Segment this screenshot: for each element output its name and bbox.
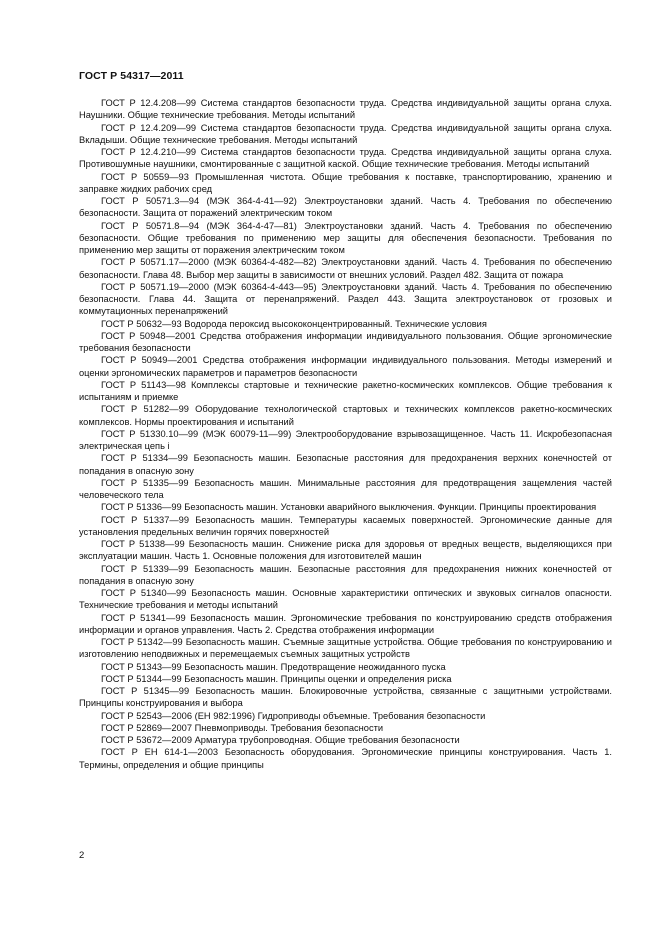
reference-entry: ГОСТ Р 50632—93 Водорода пероксид высококонцентрированный. Технические условия <box>101 318 487 329</box>
reference-entry: ГОСТ Р 51339—99 Безопасность машин. Безопасные расстояния для предохранения нижних конечностей от попадания в опасную зону <box>79 563 612 586</box>
reference-entry: ГОСТ Р 12.4.210—99 Система стандартов безопасности труда. Средства индивидуальной защиты органа слуха. Противошумные наушники, смонтированные с защитной каской. Общие технические требования. Методы испытаний <box>79 147 612 170</box>
reference-entry: ГОСТ Р 51345—99 Безопасность машин. Блокировочные устройства, связанные с защитными устройствами. Принципы конструирования и выбора <box>79 686 612 709</box>
reference-entry: ГОСТ Р 51340—99 Безопасность машин. Основные характеристики оптических и звуковых сигналов опасности. Технические требования и методы испытаний <box>79 588 612 611</box>
reference-entry: ГОСТ Р 50559—93 Промышленная чистота. Общие требования к поставке, транспортированию, хранению и заправке жидких рабочих сред <box>79 171 612 194</box>
reference-entry: ГОСТ Р 50571.8—94 (МЭК 364-4-47—81) Электроустановки зданий. Часть 4. Требования по обеспечению безопасности. Общие требования по применению мер защиты для обеспечения безопасности. Требования по применению мер защиты от поражения электрическим током <box>79 220 612 255</box>
reference-entry: ГОСТ Р 51335—99 Безопасность машин. Минимальные расстояния для предотвращения защемления частей человеческого тела <box>79 477 612 500</box>
reference-entry: ГОСТ Р 51282—99 Оборудование технологической стартовых и технических комплексов ракетно-космических комплексов. Нормы проектирования и испытаний <box>79 404 612 427</box>
reference-entry: ГОСТ Р 51143—98 Комплексы стартовые и технические ракетно-космических комплексов. Общие требования к испытаниям и приемке <box>79 379 612 402</box>
document-id-header: ГОСТ Р 54317—2011 <box>79 70 184 82</box>
reference-entry: ГОСТ Р 50949—2001 Средства отображения информации индивидуального пользования. Методы измерений и оценки эргономических параметров и параметров безопасности <box>79 355 612 378</box>
reference-entry: ГОСТ Р 51344—99 Безопасность машин. Принципы оценки и определения риска <box>101 673 452 684</box>
reference-entry: ГОСТ Р 12.4.208—99 Система стандартов безопасности труда. Средства индивидуальной защиты органа слуха. Наушники. Общие технические требования. Методы испытаний <box>79 98 612 121</box>
reference-entry: ГОСТ Р 51330.10—99 (МЭК 60079-11—99) Электрооборудование взрывозащищенное. Часть 11. Искробезопасная электрическая цепь i <box>79 428 612 451</box>
reference-entry: ГОСТ Р 51341—99 Безопасность машин. Эргономические требования по конструированию средств отображения информации и органов управления. Часть 2. Средства отображения информации <box>79 612 612 635</box>
reference-entry: ГОСТ Р 51337—99 Безопасность машин. Температуры касаемых поверхностей. Эргономические данные для установления предельных величин горячих поверхностей <box>79 514 612 537</box>
reference-entry: ГОСТ Р ЕН 614-1—2003 Безопасность оборудования. Эргономические принципы конструирования. Часть 1. Термины, определения и общие принципы <box>79 747 612 770</box>
reference-entry: ГОСТ Р 52543—2006 (ЕН 982:1996) Гидроприводы объемные. Требования безопасности <box>101 710 486 721</box>
reference-entry: ГОСТ Р 12.4.209—99 Система стандартов безопасности труда. Средства индивидуальной защиты органа слуха. Вкладыши. Общие технические требования. Методы испытаний <box>79 122 612 145</box>
reference-entry: ГОСТ Р 51342—99 Безопасность машин. Съемные защитные устройства. Общие требования по конструированию и изготовлению неподвижных и перемещаемых съемных защитных устройств <box>79 637 612 660</box>
reference-entry: ГОСТ Р 50948—2001 Средства отображения информации индивидуального пользования. Общие эргономические требования безопасности <box>79 330 612 353</box>
reference-entry: ГОСТ Р 51336—99 Безопасность машин. Установки аварийного выключения. Функции. Принципы проектирования <box>101 502 597 513</box>
reference-entry: ГОСТ Р 51338—99 Безопасность машин. Снижение риска для здоровья от вредных веществ, выделяющихся при эксплуатации машин. Часть 1. Основные положения для изготовителей машин <box>79 539 612 562</box>
references-list <box>79 97 612 771</box>
reference-entry: ГОСТ Р 53672—2009 Арматура трубопроводная. Общие требования безопасности <box>101 735 460 745</box>
reference-entry: ГОСТ Р 50571.3—94 (МЭК 364-4-41—92) Электроустановки зданий. Часть 4. Требования по обеспечению безопасности. Защита от поражений электрическим током <box>79 196 612 219</box>
reference-entry: ГОСТ Р 51334—99 Безопасность машин. Безопасные расстояния для предохранения верхних конечностей от попадания в опасную зону <box>79 453 612 476</box>
reference-entry: ГОСТ Р 50571.19—2000 (МЭК 60364-4-443—95) Электроустановки зданий. Часть 4. Требования по обеспечению безопасности. Глава 44. Защита от перенапряжений. Раздел 443. Защита электроустановок от грозовых и коммутационных перенапряжений <box>79 281 612 317</box>
page-number: 2 <box>79 850 85 861</box>
reference-entry: ГОСТ Р 50571.17—2000 (МЭК 60364-4-482—82) Электроустановки зданий. Часть 4. Требования по обеспечению безопасности. Глава 48. Выбор мер защиты в зависимости от внешних условий. Раздел 482. Защита от пожара <box>79 257 612 280</box>
reference-entry: ГОСТ Р 52869—2007 Пневмоприводы. Требования безопасности <box>101 722 384 733</box>
reference-entry: ГОСТ Р 51343—99 Безопасность машин. Предотвращение неожиданного пуска <box>101 661 446 672</box>
